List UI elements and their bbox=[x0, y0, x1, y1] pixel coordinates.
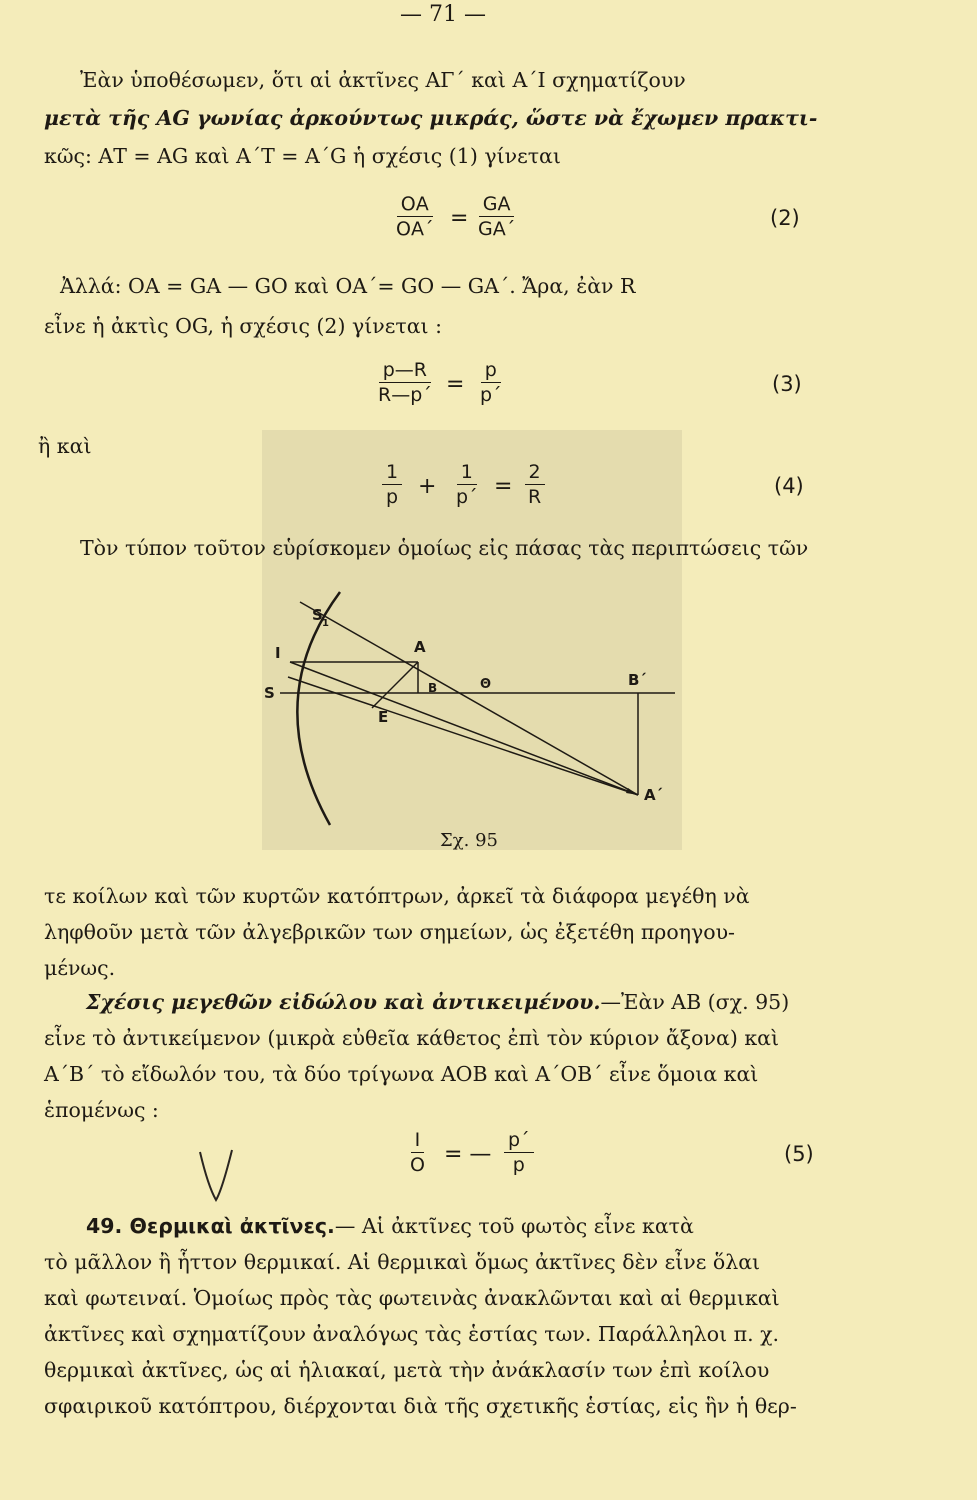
section-heading: Σχέσις μεγεθῶν εἰδώλου καὶ ἀντικειμένου. bbox=[86, 990, 601, 1014]
section-line-3: ἑπομένως : bbox=[44, 1098, 159, 1122]
label-e: E bbox=[378, 708, 389, 726]
after-fig-line-1: τε κοίλων καὶ τῶν κυρτῶν κατόπτρων, ἀρκεῖ τὰ διάφορα μεγέθη νὰ bbox=[44, 884, 750, 908]
mirror-diagram bbox=[260, 580, 700, 840]
after-fig-line-3: μένως. bbox=[44, 956, 116, 980]
equation-tag: (2) bbox=[770, 206, 800, 230]
para49-line-4: θερμικαὶ ἀκτῖνες, ὡς αἱ ἡλιακαί, μετὰ τὴν ἀνάκλασίν των ἐπὶ κοίλου bbox=[44, 1358, 770, 1382]
section-line-2: Α΄Β΄ τὸ εἴδωλόν του, τὰ δύο τρίγωνα ΑΟΒ καὶ Α΄ΟΒ΄ εἶνε ὅμοια καὶ bbox=[44, 1062, 759, 1086]
after-fig-line-2: ληφθοῦν μετὰ τῶν ἀλγεβρικῶν των σημείων, ὡς ἐξετέθη προηγου- bbox=[44, 920, 735, 944]
alla-line-2: εἶνε ἡ ἀκτὶς ΟG, ἡ σχέσις (2) γίνεται : bbox=[44, 314, 443, 338]
fraction-left: $\frac{OA}{OA΄}$ bbox=[396, 193, 434, 240]
h-kai-text: ἢ καὶ bbox=[38, 434, 92, 458]
fraction-1: $\frac{1}{p}$ bbox=[382, 460, 402, 509]
label-s: S bbox=[264, 684, 275, 702]
page-number: — 71 — bbox=[400, 2, 486, 27]
pencil-check-mark bbox=[196, 1146, 242, 1206]
para49-line-2: καὶ φωτειναί. Ὁμοίως πρὸς τὰς φωτεινὰς ἀνακλῶνται καὶ αἱ θερμικαὶ bbox=[44, 1286, 780, 1310]
label-a-prime: A΄ bbox=[644, 786, 663, 804]
fraction-right: $\frac{GA}{GA΄}$ bbox=[478, 193, 516, 240]
label-b-prime: B΄ bbox=[628, 671, 647, 689]
section-heading-line bbox=[86, 988, 916, 1016]
fraction-left: $\frac{I}{O}$ bbox=[410, 1129, 425, 1176]
section-line-1: εἶνε τὸ ἀντικείμενον (μικρὰ εὐθεῖα κάθετος ἐπὶ τὸν κύριον ἄξονα) καὶ bbox=[44, 1026, 780, 1050]
section-line-0: —Ἐὰν ΑΒ (σχ. 95) bbox=[600, 990, 790, 1014]
heading-49-line bbox=[86, 1212, 916, 1240]
para49-line-5: σφαιρικοῦ κατόπτρου, διέρχονται διὰ τῆς σχετικῆς ἑστίας, εἰς ἣν ἡ θερ- bbox=[44, 1394, 797, 1418]
fraction-right: $\frac{p΄}{p}$ bbox=[504, 1128, 534, 1177]
intro-line-3: κῶς: ΑΤ = ΑG καὶ Α΄Τ = Α΄G ἡ σχέσις (1) γίνεται bbox=[44, 144, 561, 168]
fraction-2: $\frac{1}{p΄}$ bbox=[456, 461, 478, 508]
para49-line-0: — Αἱ ἀκτῖνες τοῦ φωτὸς εἶνε κατὰ bbox=[334, 1214, 694, 1238]
label-s1-sub: 1 bbox=[322, 618, 329, 629]
ray-ae bbox=[372, 662, 418, 708]
label-b: B bbox=[428, 681, 438, 695]
label-a: A bbox=[414, 638, 426, 656]
label-i: I bbox=[275, 644, 281, 662]
label-s1: S bbox=[312, 606, 323, 624]
fraction-3: $\frac{2}{R}$ bbox=[524, 460, 545, 509]
concave-mirror-arc bbox=[297, 592, 340, 825]
intro-line-2: μετὰ τῆς ΑG γωνίας ἀρκούντως μικράς, ὥστε νὰ ἔχωμεν πρακτι- bbox=[44, 106, 818, 130]
type-line: Τὸν τύπον τοῦτον εὑρίσκομεν ὁμοίως εἰς πάσας τὰς περιπτώσεις τῶν bbox=[80, 536, 809, 560]
equation-tag: (5) bbox=[784, 1142, 814, 1166]
arrow-head bbox=[626, 788, 638, 795]
para49-line-1: τὸ μᾶλλον ἢ ἧττον θερμικαί. Αἱ θερμικαὶ ὅμως ἀκτῖνες δὲν εἶνε ὅλαι bbox=[44, 1250, 761, 1274]
figure-caption: Σχ. 95 bbox=[440, 830, 498, 851]
book-page: — 71 — Ἐὰν ὑποθέσωμεν, ὅτι αἱ ἀκτῖνες ΑΓ΄ καὶ Α΄Ι σχηματίζουν μετὰ τῆς ΑG γωνίας ἀρκούντως μικράς, ὥστε νὰ ἔχωμεν πρακτι- κῶς: ΑΤ = ΑG καὶ Α΄Τ = Α΄G ἡ σχέσις (1) γίνεται $\frac{OA}{OA΄}$ = $\frac{GA}{GA΄}$ (2) Ἀλλά: ΟΑ = GΑ — GΟ καὶ ΟΑ΄= GΟ — GΑ΄. Ἄρα, ἐὰν R εἶνε ἡ ἀκτὶς ΟG, ἡ σχέσις (2) γίνεται : $\frac{p—R}{R—p΄}$ = $\frac{p}{p΄}$ (3) ἢ καὶ $\frac{1}{p}$ + $\frac{1}{p΄}$ = $\frac{2}{R}$ (4) Τὸν τύπον τοῦτον εὑρίσκομεν ὁμοίως εἰς πάσας τὰς περιπτώσεις τῶν S 1 I S A B Θ E B΄ A΄ Σχ. 95 τε κοίλων καὶ τῶν κυρτῶν κατόπτρων, ἀρκεῖ τὰ διάφορα μεγέθη νὰ ληφθοῦν μετὰ τῶν ἀλγεβρικῶν των σημείων, ὡς ἐξετέθη προηγου- μένως. Σχέσις μεγεθῶν εἰδώλου καὶ ἀντικειμένου.—Ἐὰν ΑΒ (σχ. 95) εἶνε τὸ ἀντικείμενον (μικρὰ εὐθεῖα κάθετος ἐπὶ τὸν κύριον ἄξονα) καὶ Α΄Β΄ τὸ εἴδωλόν του, τὰ δύο τρίγωνα ΑΟΒ καὶ Α΄ΟΒ΄ εἶνε ὅμοια καὶ ἑπομένως : $\frac{I}{O}$ = — $\frac{p΄}{p}$ (5) 49. Θερμικαὶ ἀκτῖνες.— Αἱ ἀκτῖνες τοῦ φωτὸς εἶνε κατὰ τὸ μᾶλλον ἢ ἧττον θερμικαί. Αἱ θερμικαὶ ὅμως ἀκτῖνες δὲν εἶνε ὅλαι καὶ φωτειναί. Ὁμοίως πρὸς τὰς φωτεινὰς ἀνακλῶνται καὶ αἱ θερμικαὶ ἀκτῖνες καὶ σχηματίζουν ἀναλόγως τὰς ἑστίας των. Παράλληλοι π. χ. θερμικαὶ ἀκτῖνες, ὡς αἱ ἡλιακαί, μετὰ τὴν ἀνάκλασίν των ἐπὶ κοίλου σφαιρικοῦ κατόπτρου, διέρχονται διὰ τῆς σχετικῆς ἑστίας, εἰς ἣν ἡ θερ- bbox=[0, 0, 977, 1500]
fraction-right: $\frac{p}{p΄}$ bbox=[480, 359, 502, 406]
heading-49: 49. Θερμικαὶ ἀκτῖνες. bbox=[86, 1214, 335, 1238]
para49-line-3: ἀκτῖνες καὶ σχηματίζουν ἀναλόγως τὰς ἑστίας των. Παράλληλοι π. χ. bbox=[44, 1322, 780, 1346]
intro-line-1: Ἐὰν ὑποθέσωμεν, ὅτι αἱ ἀκτῖνες ΑΓ΄ καὶ Α΄Ι σχηματίζουν bbox=[80, 68, 686, 92]
equation-tag: (3) bbox=[772, 372, 802, 396]
alla-line-1: Ἀλλά: ΟΑ = GΑ — GΟ καὶ ΟΑ΄= GΟ — GΑ΄. Ἄρα, ἐὰν R bbox=[60, 274, 636, 298]
ray-i-reflect bbox=[290, 662, 638, 795]
label-theta: Θ bbox=[480, 677, 492, 692]
fraction-left: $\frac{p—R}{R—p΄}$ bbox=[378, 359, 432, 406]
equation-tag: (4) bbox=[774, 474, 804, 498]
